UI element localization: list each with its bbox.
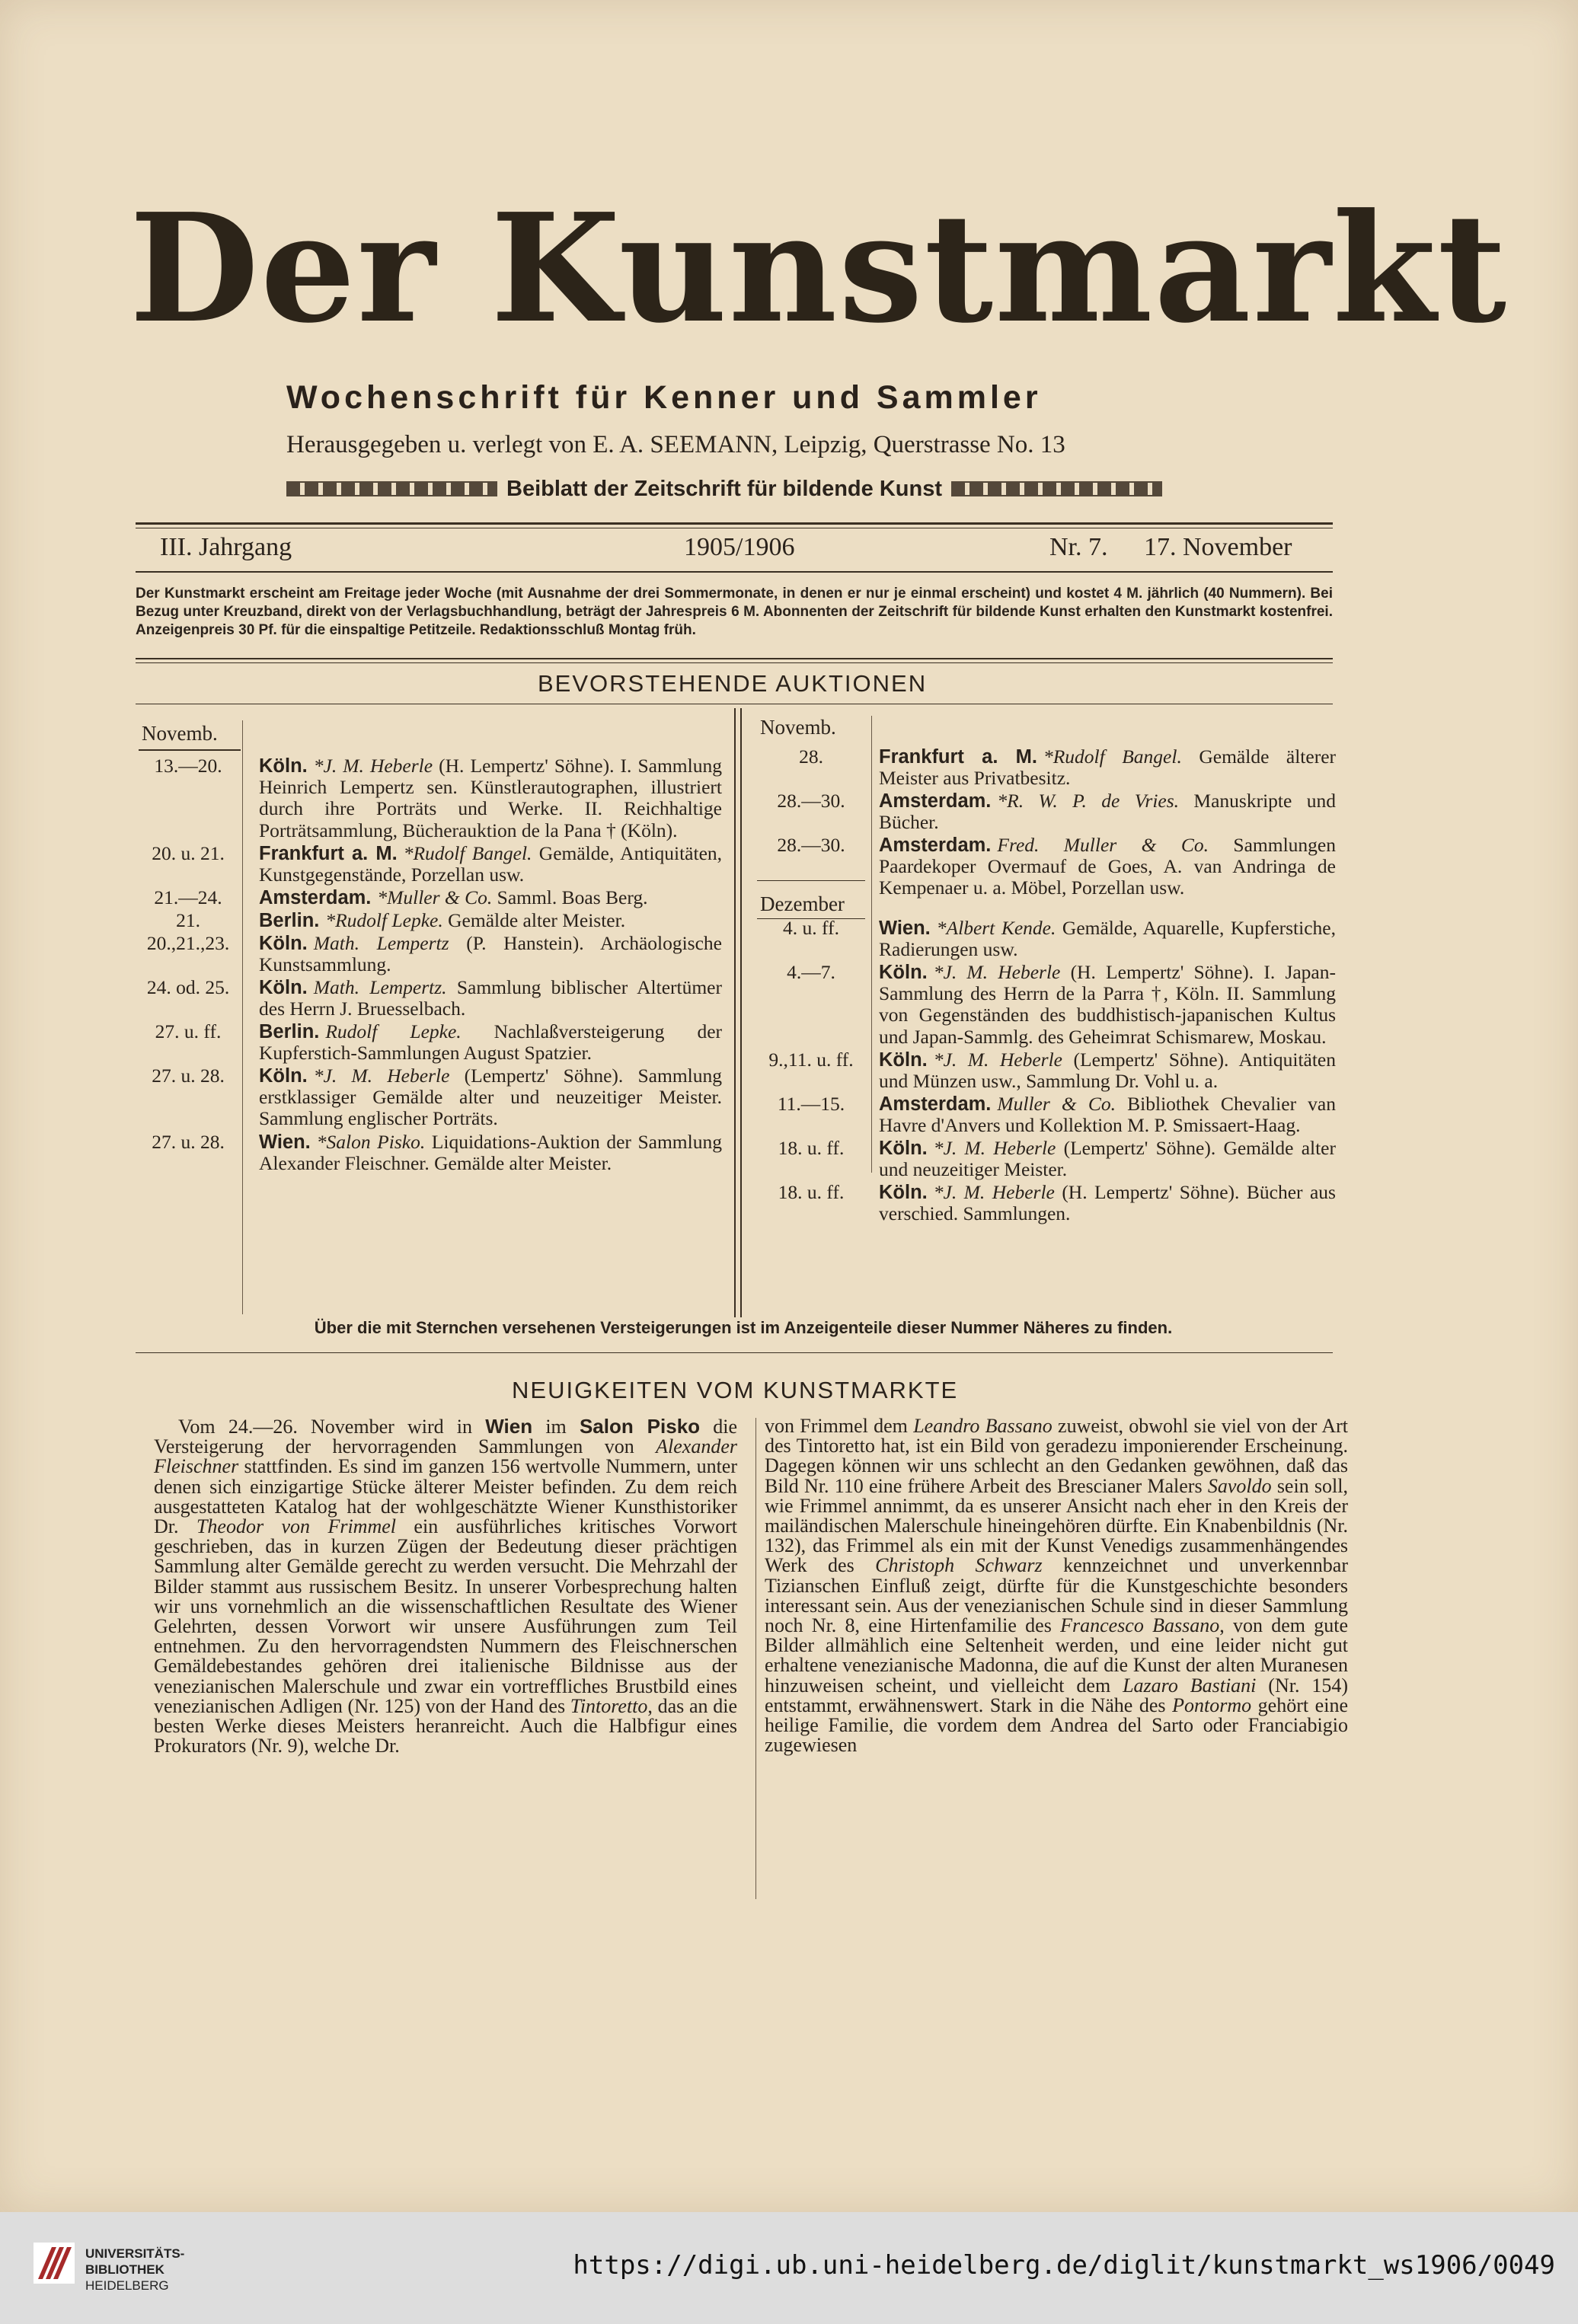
rule-above-auctions-thin xyxy=(136,662,1333,663)
auction-house: *Salon Pisko. xyxy=(316,1131,426,1153)
auction-description xyxy=(259,1065,722,1130)
auction-place: Amsterdam. xyxy=(259,887,372,908)
left-month-underline xyxy=(139,749,241,751)
auction-house: *J. M. Heberle xyxy=(313,755,433,777)
auction-place: Köln. xyxy=(879,962,928,983)
auction-description xyxy=(879,835,1336,899)
auction-house: *Rudolf Bangel. xyxy=(403,842,532,864)
ornament-band-right xyxy=(951,481,1162,496)
text-run: zuweist, obwohl sie viel von der Art des Tintoretto hat, ist ein Bild von geradezu imponierender Erscheinung. Dagegen können wir uns schlecht an den Gedanken gewöhnen, daß das Bild Nr. 110 eine frühere Arbeit des Brescianer Malers xyxy=(765,1415,1348,1497)
auction-place: Frankfurt a. M. xyxy=(259,843,398,864)
news-column-left xyxy=(154,1416,737,1756)
issue-number: Nr. 7. xyxy=(1049,533,1108,561)
auction-house: *R. W. P. de Vries. xyxy=(997,790,1180,812)
auction-place: Köln. xyxy=(259,933,308,954)
auction-date: 27. u. ff. xyxy=(155,1020,222,1042)
auction-house: *J. M. Heberle xyxy=(933,1181,1055,1203)
auction-description xyxy=(879,962,1336,1048)
auction-date: 28. xyxy=(799,745,823,768)
year: 1905/1906 xyxy=(684,533,795,561)
text-run: im xyxy=(532,1416,580,1438)
emphasized-text: Alexander Fleischner xyxy=(154,1435,737,1478)
auction-details: (P. Hanstein). Archäologische Kunstsammlung. xyxy=(259,932,722,976)
auction-details: Manuskripte und Bücher. xyxy=(879,790,1336,834)
auction-date: 21.—24. xyxy=(154,886,222,908)
auction-house: Math. Lempertz xyxy=(313,932,449,954)
auction-description xyxy=(879,1182,1336,1224)
issue-line xyxy=(160,533,1325,567)
rule-top xyxy=(136,522,1333,525)
auction-date: 20.,21.,23. xyxy=(146,932,230,954)
auction-details: Gemälde alter Meister. xyxy=(442,909,626,931)
auction-date: 4.—7. xyxy=(787,961,835,983)
auction-details: Gemälde, Aquarelle, Kupferstiche, Radierungen usw. xyxy=(879,917,1336,961)
emphasized-text: Leandro Bassano xyxy=(913,1415,1053,1437)
auction-place: Köln. xyxy=(879,1182,928,1203)
publisher-line: Herausgegeben u. verlegt von E. A. SEEMANN, Leipzig, Querstrasse No. 13 xyxy=(286,431,1065,458)
right-month-header-2: Dezember xyxy=(760,892,845,915)
masthead-title: Der Kunstmarkt xyxy=(129,181,1509,356)
auction-place: Amsterdam. xyxy=(879,1093,992,1115)
column-divider-right xyxy=(740,708,742,1317)
auction-house: *J. M. Heberle xyxy=(933,1137,1056,1159)
auction-place: Köln. xyxy=(879,1138,928,1159)
rule-above-auctions xyxy=(136,658,1333,659)
auction-date: 18. u. ff. xyxy=(778,1137,845,1159)
auction-description xyxy=(879,1093,1336,1136)
auction-date: 11.—15. xyxy=(777,1093,845,1115)
text-run: stattfinden. Es sind im ganzen 156 wertvolle Nummern, unter denen sich einzigartige Stücke älterer Meister befinden. Zu dem reich ausgestatteten Katalog hat der wohlgeschätzte Wiener Kunsthistoriker Dr. xyxy=(154,1455,737,1538)
auction-place: Amsterdam. xyxy=(879,790,992,812)
auction-date: 13.—20. xyxy=(154,755,222,777)
institution-name: UNIVERSITÄTS- BIBLIOTHEK HEIDELBERG xyxy=(85,2246,185,2293)
auction-place: Wien. xyxy=(259,1132,311,1153)
auction-date: 9.,11. u. ff. xyxy=(768,1049,854,1071)
auction-date: 18. u. ff. xyxy=(778,1181,845,1203)
emphasized-text: Theodor von Frimmel xyxy=(196,1515,396,1538)
auction-description xyxy=(259,1132,722,1174)
text-run: die Versteigerung der hervorragenden Sammlungen von xyxy=(154,1416,738,1458)
news-column-right xyxy=(765,1416,1348,1755)
auction-date: 20. u. 21. xyxy=(152,842,225,864)
auction-place: Berlin. xyxy=(259,910,320,931)
emphasized-text: Francesco Bassano xyxy=(1060,1614,1220,1637)
auction-details: (Lempertz' Söhne). Sammlung erstklassiger Gemälde alter und neuzeitiger Meister. Sammlung englischer Porträts. xyxy=(259,1065,722,1130)
auction-house: *J. M. Heberle xyxy=(313,1065,450,1087)
auction-place: Berlin. xyxy=(259,1021,320,1042)
news-column-divider xyxy=(755,1418,756,1899)
column-divider-left xyxy=(734,708,736,1317)
auction-description xyxy=(259,887,722,908)
auction-description xyxy=(259,1021,722,1064)
auction-details: Gemälde älterer Meister aus Privatbesitz. xyxy=(879,745,1337,790)
news-title: NEUIGKEITEN VOM KUNSTMARKTE xyxy=(512,1377,959,1403)
permalink-url[interactable]: https://digi.ub.uni-heidelberg.de/diglit/kunstmarkt_ws1906/0049 xyxy=(573,2250,1555,2281)
rule-above-news xyxy=(136,1352,1333,1353)
auction-details: (Lempertz' Söhne). Antiquitäten und Münzen usw., Sammlung Dr. Vohl u. a. xyxy=(879,1049,1336,1093)
auction-date: 28.—30. xyxy=(777,790,845,812)
text-run: sein soll, wie Frimmel annimmt, da es unserer Ansicht nach eher in den Kreis der mailändischen Malerschule hineingehören dürfte. Ein Knabenbildnis (Nr. 132), das Frimmel als ein mit der Kunst Venedigs zusammenhängendes Werk des xyxy=(765,1474,1348,1577)
auction-description xyxy=(879,790,1336,833)
text-run: Vom 24.—26. November wird in xyxy=(178,1416,486,1438)
emphasized-text: Tintoretto xyxy=(570,1694,648,1717)
emphasized-text: Pontormo xyxy=(1172,1694,1252,1716)
text-run: ein ausführliches kritisches Vorwort geschrieben, das in kurzen Zügen der Bedeutung dieser prächtigen Sammlung alter Gemälde gerecht zu werden versucht. Die Mehrzahl der Bilder stammt aus russischem Besitz. In unserer Vorbesprechung halten wir uns vornehmlich an die wissenschaftlichen Resultate des Wiener Gelehrten, dessen Vorwort wir unsere Ausführungen zum Teil entnehmen. Zu den hervorragendsten Nummern des Fleischnerschen Gemäldebestandes gehören drei italienische Bildnisse aus der venezianischen Malerschule und zwar ein vortreffliches Brustbild eines venezianischen Adligen (Nr. 125) von der Hand des xyxy=(154,1515,738,1717)
emphasized-text: Wien xyxy=(485,1415,533,1438)
ornament-band-left xyxy=(286,481,497,496)
auction-description xyxy=(259,843,722,886)
auction-details: Sammlung biblischer Altertümer des Herrn J. Bruesselbach. xyxy=(259,976,722,1020)
right-month-rule xyxy=(757,880,865,881)
beiblatt-text: Beiblatt der Zeitschrift für bildende Kunst xyxy=(506,476,942,501)
text-run: (Nr. 154) entstammt, erwähnenswert. Stark in die Nähe des xyxy=(765,1674,1348,1716)
auction-place: Köln. xyxy=(259,755,308,777)
auction-place: Amsterdam. xyxy=(879,835,992,856)
auction-house: Rudolf Lepke. xyxy=(325,1020,462,1042)
auction-description xyxy=(879,1049,1336,1092)
auction-date: 24. od. 25. xyxy=(146,976,230,998)
auction-description xyxy=(259,977,722,1020)
beiblatt-line xyxy=(286,474,1162,504)
auction-details: Sammlungen Paardekoper Overmauf de Goes, A. van Andringa de Kempenaer u. a. Möbel, Porzellan usw. xyxy=(879,834,1337,899)
right-month-header-1: Novemb. xyxy=(760,716,836,739)
auction-house: *Rudolf Bangel. xyxy=(1043,745,1182,768)
auction-house: Math. Lempertz. xyxy=(313,976,447,998)
emphasized-text: Lazaro Bastiani xyxy=(1123,1674,1257,1697)
auction-house: Fred. Muller & Co. xyxy=(997,834,1209,856)
text-run: , von dem gute Bilder allmählich eine Seltenheit werden, und eine leider nicht gut erhaltene venezianische Madonna, die auf die Kunst der alten Muranesen hinzuweisen scheint, und vielleicht dem xyxy=(765,1614,1349,1697)
auction-description xyxy=(879,1138,1336,1180)
auction-details: Bibliothek Chevalier van Havre d'Anvers und Kollektion M. P. Smissaert-Haag. xyxy=(879,1093,1336,1137)
volume: III. Jahrgang xyxy=(160,533,292,561)
auction-place: Frankfurt a. M. xyxy=(879,746,1037,768)
auction-details: (H. Lempertz' Söhne). Bücher aus verschied. Sammlungen. xyxy=(879,1181,1336,1225)
auction-house: *J. M. Heberle xyxy=(933,1049,1062,1071)
auction-description xyxy=(259,910,722,931)
masthead-subtitle: Wochenschrift für Kenner und Sammler xyxy=(286,379,1042,416)
auction-description xyxy=(259,933,722,975)
auction-description xyxy=(879,918,1336,960)
university-seal-icon xyxy=(34,2243,75,2284)
auction-date: 4. u. ff. xyxy=(783,917,839,939)
auction-date: 21. xyxy=(176,909,200,931)
text-run: kennzeichnet und unverkennbar Tizianschen Einfluß zeigt, dürfte für die Kunstgeschichte besonders interessant sein. Aus der venezianischen Schule sind in dieser Sammlung noch Nr. 8, eine Hirtenfamilie des xyxy=(765,1554,1348,1637)
auction-date: 27. u. 28. xyxy=(152,1065,225,1087)
auction-details: Liquidations-Auktion der Sammlung Alexander Fleischner. Gemälde alter Meister. xyxy=(259,1131,722,1175)
auction-place: Köln. xyxy=(259,977,308,998)
text-run: von Frimmel dem xyxy=(765,1415,914,1437)
auction-house: *Albert Kende. xyxy=(936,917,1056,939)
auction-description xyxy=(259,755,722,841)
auctions-footnote: Über die mit Sternchen versehenen Versteigerungen ist im Anzeigenteile dieser Nummer Näheres zu finden. xyxy=(314,1318,1173,1337)
auction-description xyxy=(879,746,1336,789)
text-run: gehört eine heilige Familie, die vordem dem Andrea del Sarto oder Franciabigio zugewiesen xyxy=(765,1694,1348,1757)
auctions-title: BEVORSTEHENDE AUKTIONEN xyxy=(538,670,928,697)
auction-date: 27. u. 28. xyxy=(152,1131,225,1153)
auction-details: Samml. Boas Berg. xyxy=(492,886,648,908)
auction-place: Köln. xyxy=(879,1049,928,1071)
left-date-divider xyxy=(242,720,243,1314)
emphasized-text: Savoldo xyxy=(1207,1474,1272,1497)
emphasized-text: Salon Pisko xyxy=(579,1415,701,1438)
auction-house: *Rudolf Lepke. xyxy=(325,909,443,931)
issue-date: 17. November xyxy=(1144,533,1292,561)
viewer-footer xyxy=(0,2212,1578,2324)
auction-details: Nachlaßversteigerung der Kupferstich-Sammlungen August Spatzier. xyxy=(259,1020,723,1065)
auction-details: (H. Lempertz' Söhne). I. Japan-Sammlung des Herrn de la Parra †, Köln. II. Sammlung von Gegenständen des buddhistisch-japanischen Kultus und Japan-Sammlg. des Geheimrat Schismarew, Moskau. xyxy=(879,961,1336,1048)
right-date-divider xyxy=(871,716,872,1173)
left-month-header: Novemb. xyxy=(142,722,218,745)
auction-house: *J. M. Heberle xyxy=(933,961,1061,983)
rule-under-issue xyxy=(136,571,1333,573)
emphasized-text: Christoph Schwarz xyxy=(875,1554,1043,1577)
auction-place: Köln. xyxy=(259,1065,308,1087)
auction-place: Wien. xyxy=(879,918,931,939)
auction-details: (H. Lempertz' Söhne). I. Sammlung Heinrich Lempertz sen. Künstlerautographen, illustriert durch ihre Porträts und Werke. II. Reichhaltige Porträtsammlung, Bücherauktion de la Pana † (Köln). xyxy=(259,755,722,841)
auction-house: *Muller & Co. xyxy=(377,886,493,908)
auction-house: Muller & Co. xyxy=(997,1093,1116,1115)
text-run: , das an die besten Werke dieses Meisters heranreicht. Auch die Halbfigur eines Prokurators (Nr. 9), welche Dr. xyxy=(154,1694,738,1757)
auction-details: Gemälde, Antiquitäten, Kunstgegenstände, Porzellan usw. xyxy=(259,842,723,886)
subscription-notice: Der Kunstmarkt erscheint am Freitage jeder Woche (mit Ausnahme der drei Sommermonate, in denen er nur je einmal erscheint) und kostet 4 M. jährlich (40 Nummern). Bei Bezug unter Kreuzband, direkt von der Verlagsbuchhandlung, beträgt der Jahrespreis 6 M. Abonnenten der Zeitschrift für bildende Kunst erhalten den Kunstmarkt kostenfrei. Anzeigenpreis 30 Pf. für die einspaltige Petitzeile. Redaktionsschluß Montag früh. xyxy=(136,586,1333,638)
auction-date: 28.—30. xyxy=(777,834,845,856)
auction-details: (Lempertz' Söhne). Gemälde alter und neuzeitiger Meister. xyxy=(879,1137,1336,1181)
